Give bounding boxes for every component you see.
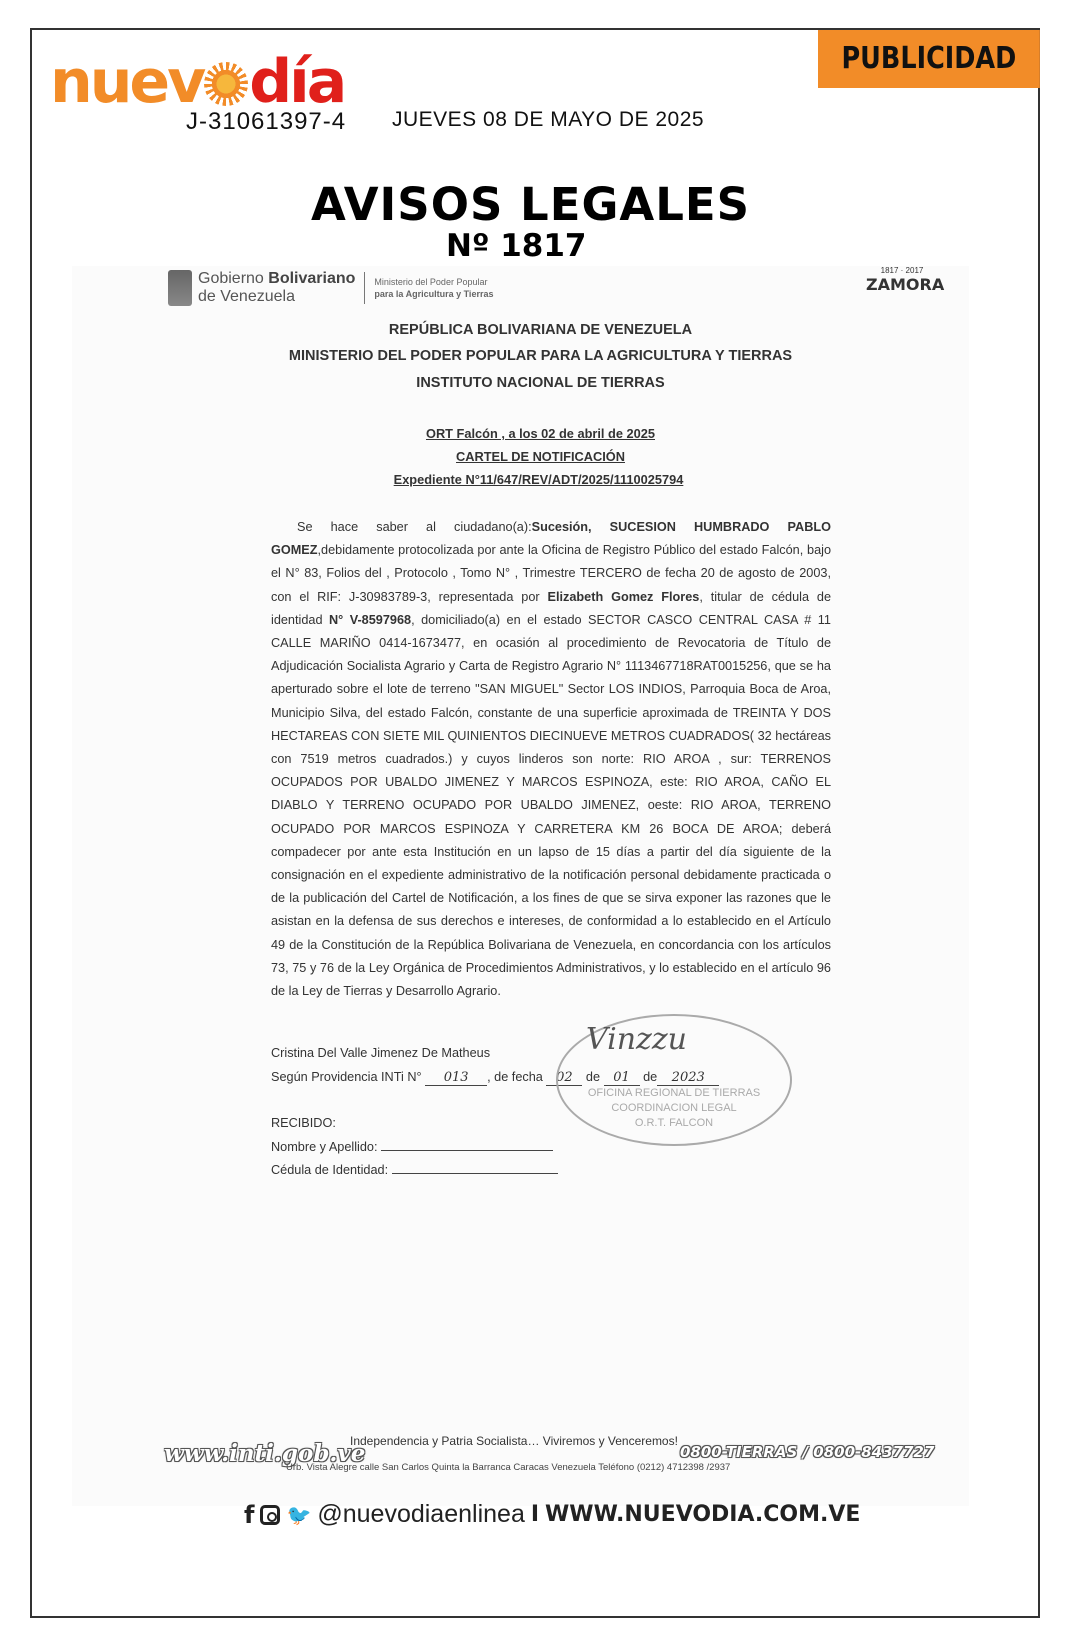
instagram-icon [260, 1505, 280, 1525]
issue-date: JUEVES 08 DE MAYO DE 2025 [392, 108, 705, 131]
sun-icon [204, 62, 248, 106]
separator: I [530, 1502, 540, 1527]
divider [364, 272, 365, 304]
received-label: RECIBIDO: [271, 1116, 336, 1130]
inti-website: www.inti.gob.ve [164, 1440, 366, 1467]
notice-body: Se hace saber al ciudadano(a):Sucesión, SUCESION HUMBRADO PABLO GOMEZ,debidamente protocolizada por ante la Oficina de Registro Público del estado Falcón, bajo el N° 83, Folios del , Protocolo , Tomo N° , Trimestre TERCERO de fecha 20 de agosto de 2003, con el RIF: J-30983789-3, representada por Elizabeth Gomez Flores, titular de cédula de identidad N° V-8597968, domiciliado(a) en el estado SECTOR CASCO CENTRAL CASA # 11 CALLE MARIÑO 0414-1673477, en ocasión al procedimiento de Revocatoria de Título de Adjudicación Socialista Agrario y Carta de Registro Agrario N° 1113467718RAT0015256, que se ha aperturado sobre el lote de terreno "SAN MIGUEL" Sector LOS INDIOS, Parroquia Boca de Aroa, Municipio Silva, del estado Falcón, constante de una superficie aproximada de TREINTA Y DOS HECTAREAS CON SIETE MIL QUINIENTOS DIECINUEVE METROS CUADRADOS( 32 hectáreas con 7519 metros cuadrados.) y cuyos linderos son norte: RIO AROA , sur: TERRENOS OCUPADOS POR UBALDO JIMENEZ Y MARCOS ESPINOZA, este: RIO AROA, CAÑO EL DIABLO Y TERRENO OCUPADO POR UBALDO JIMENEZ, oeste: RIO AROA, TERRENO OCUPADO POR MARCOS ESPINOZA Y CARRETERA KM 26 BOCA DE AROA; deberá compadecer por ante esta Institución en un lapso de 15 días a partir del día siguiente de la consignación en el expediente administrativo de la notificación personal debidamente practicada o de la publicación del Cartel de Notificación, a los fines de que se sirva exponer las razones que le asistan en la defensa de sus derechos e intereses, de conformidad a lo establecido en el Artículo 49 de la Constitución de la República Bolivariana de Venezuela, en concordancia con los artículos 73, 75 y 76 de la Ley Orgánica de Procedimientos Administrativos, y lo establecido en el artículo 96 de la Ley de Tierras y Desarrollo Agrario. [271, 520, 832, 999]
gov-name: Gobierno Bolivariano de Venezuela [198, 270, 356, 305]
paper-website: WWW.NUEVODIA.COM.VE [545, 1502, 861, 1527]
header-institute: INSTITUTO NACIONAL DE TIERRAS [416, 375, 665, 391]
address: Urb. Vista Alegre calle San Carlos Quinta la Barranca Caracas Venezuela Teléfono (0212) 4712398 /2937 [286, 1462, 731, 1473]
government-letterhead [168, 270, 493, 306]
rif-number: J-31061397-4 [186, 108, 347, 135]
social-handle: @nuevodiaenlinea [317, 1500, 525, 1528]
header-republic: REPÚBLICA BOLIVARIANA DE VENEZUELA [388, 322, 693, 338]
zamora-logo: 1817 · 2017 ZAMORA [866, 266, 945, 294]
signature: Vinzzu [586, 1022, 687, 1057]
facebook-icon: f [244, 1500, 255, 1529]
twitter-icon: 🐦 [286, 1502, 312, 1527]
file-number: Expediente N°11/647/REV/ADT/2025/1110025794 [393, 472, 684, 487]
ministry-small: Ministerio del Poder Popular para la Agricultura y Tierras [374, 277, 494, 299]
notice-title: CARTEL DE NOTIFICACIÓN [456, 449, 625, 464]
name-field: Nombre y Apellido: [271, 1140, 553, 1154]
notice-number: Nº 1817 [446, 228, 587, 264]
social-bar [244, 1500, 860, 1529]
venezuela-map-icon [168, 270, 192, 306]
providence-line: Según Providencia INTi N° 013 , de fecha 02 de 01 de 2023 [271, 1070, 719, 1086]
phone-numbers: 0800-TIERRAS / 0800-8437727 [680, 1443, 935, 1461]
place-date: ORT Falcón , a los 02 de abril de 2025 [425, 426, 655, 441]
official-stamp: Vinzzu OFICINA REGIONAL DE TIERRAS COORDINACION LEGAL O.R.T. FALCON [556, 1014, 792, 1146]
header-ministry: MINISTERIO DEL PODER POPULAR PARA LA AGRICULTURA Y TIERRAS [288, 348, 793, 364]
signer-name: Cristina Del Valle Jimenez De Matheus [271, 1046, 491, 1060]
section-title: AVISOS LEGALES [310, 178, 751, 231]
id-field: Cédula de Identidad: [271, 1163, 558, 1177]
slogan: Independencia y Patria Socialista… Viviremos y Venceremos! [350, 1434, 678, 1448]
nuevodia-logo: nuev día [50, 47, 345, 117]
publicidad-badge: PUBLICIDAD [818, 30, 1040, 88]
